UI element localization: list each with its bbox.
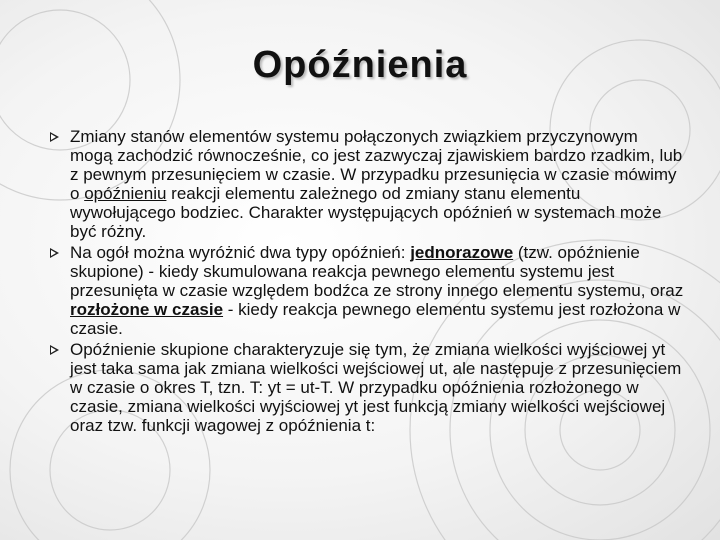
bullet-text: Opóźnienie skupione charakteryzuje się tym, że zmiana wielkości wyjściowej yt jest taka sama jak zmiana wielkości wejściowej ut, ale następuje z przesunięciem w czasie o okres T, tzn. T: yt = ut-T. W przypadku opóźnienia rozłożonego w czasie, zmiana wielkości wyjściowej yt jest funkcją zmiany wielkości wejściowej oraz tzw. funkcji wagowej z opóźnienia t: (70, 340, 682, 435)
term-jednorazowe: jednorazowe (410, 243, 514, 262)
bullet-text: Na ogół można wyróżnić dwa typy opóźnień: (70, 243, 411, 262)
bullet-item-3 (48, 340, 684, 435)
term-rozlozone: rozłożone w czasie (70, 300, 224, 319)
bullet-item-2 (48, 243, 684, 338)
slide-title: Opóźnienia (252, 44, 468, 86)
bullet-list (48, 127, 684, 437)
bullet-text: - kiedy reakcja pewnego elementu systemu jest rozłożona w czasie. (70, 300, 681, 338)
term-opoznienie: opóźnieniu (84, 184, 167, 203)
arrow-bullet-icon (50, 132, 59, 142)
bullet-item-1 (48, 127, 684, 241)
bullet-text: (tzw. opóźnienie skupione) - kiedy skumulowana reakcja pewnego elementu systemu jest przesunięta w czasie względem bodźca ze strony innego elementu systemu, oraz (70, 243, 684, 300)
bullet-text: reakcji elementu zależnego od zmiany stanu elementu wywołującego bodziec. Charakter występujących opóźnień w systemach może być różny. (70, 184, 662, 241)
arrow-bullet-icon (50, 248, 59, 258)
arrow-bullet-icon (50, 345, 59, 355)
bullet-text: Zmiany stanów elementów systemu połączonych związkiem przyczynowym mogą zachodzić równocześnie, co jest zazwyczaj zjawiskiem bardzo rzadkim, lub z pewnym przesunięciem w czasie. W przypadku przesunięcia w czasie mówimy o (70, 127, 683, 203)
